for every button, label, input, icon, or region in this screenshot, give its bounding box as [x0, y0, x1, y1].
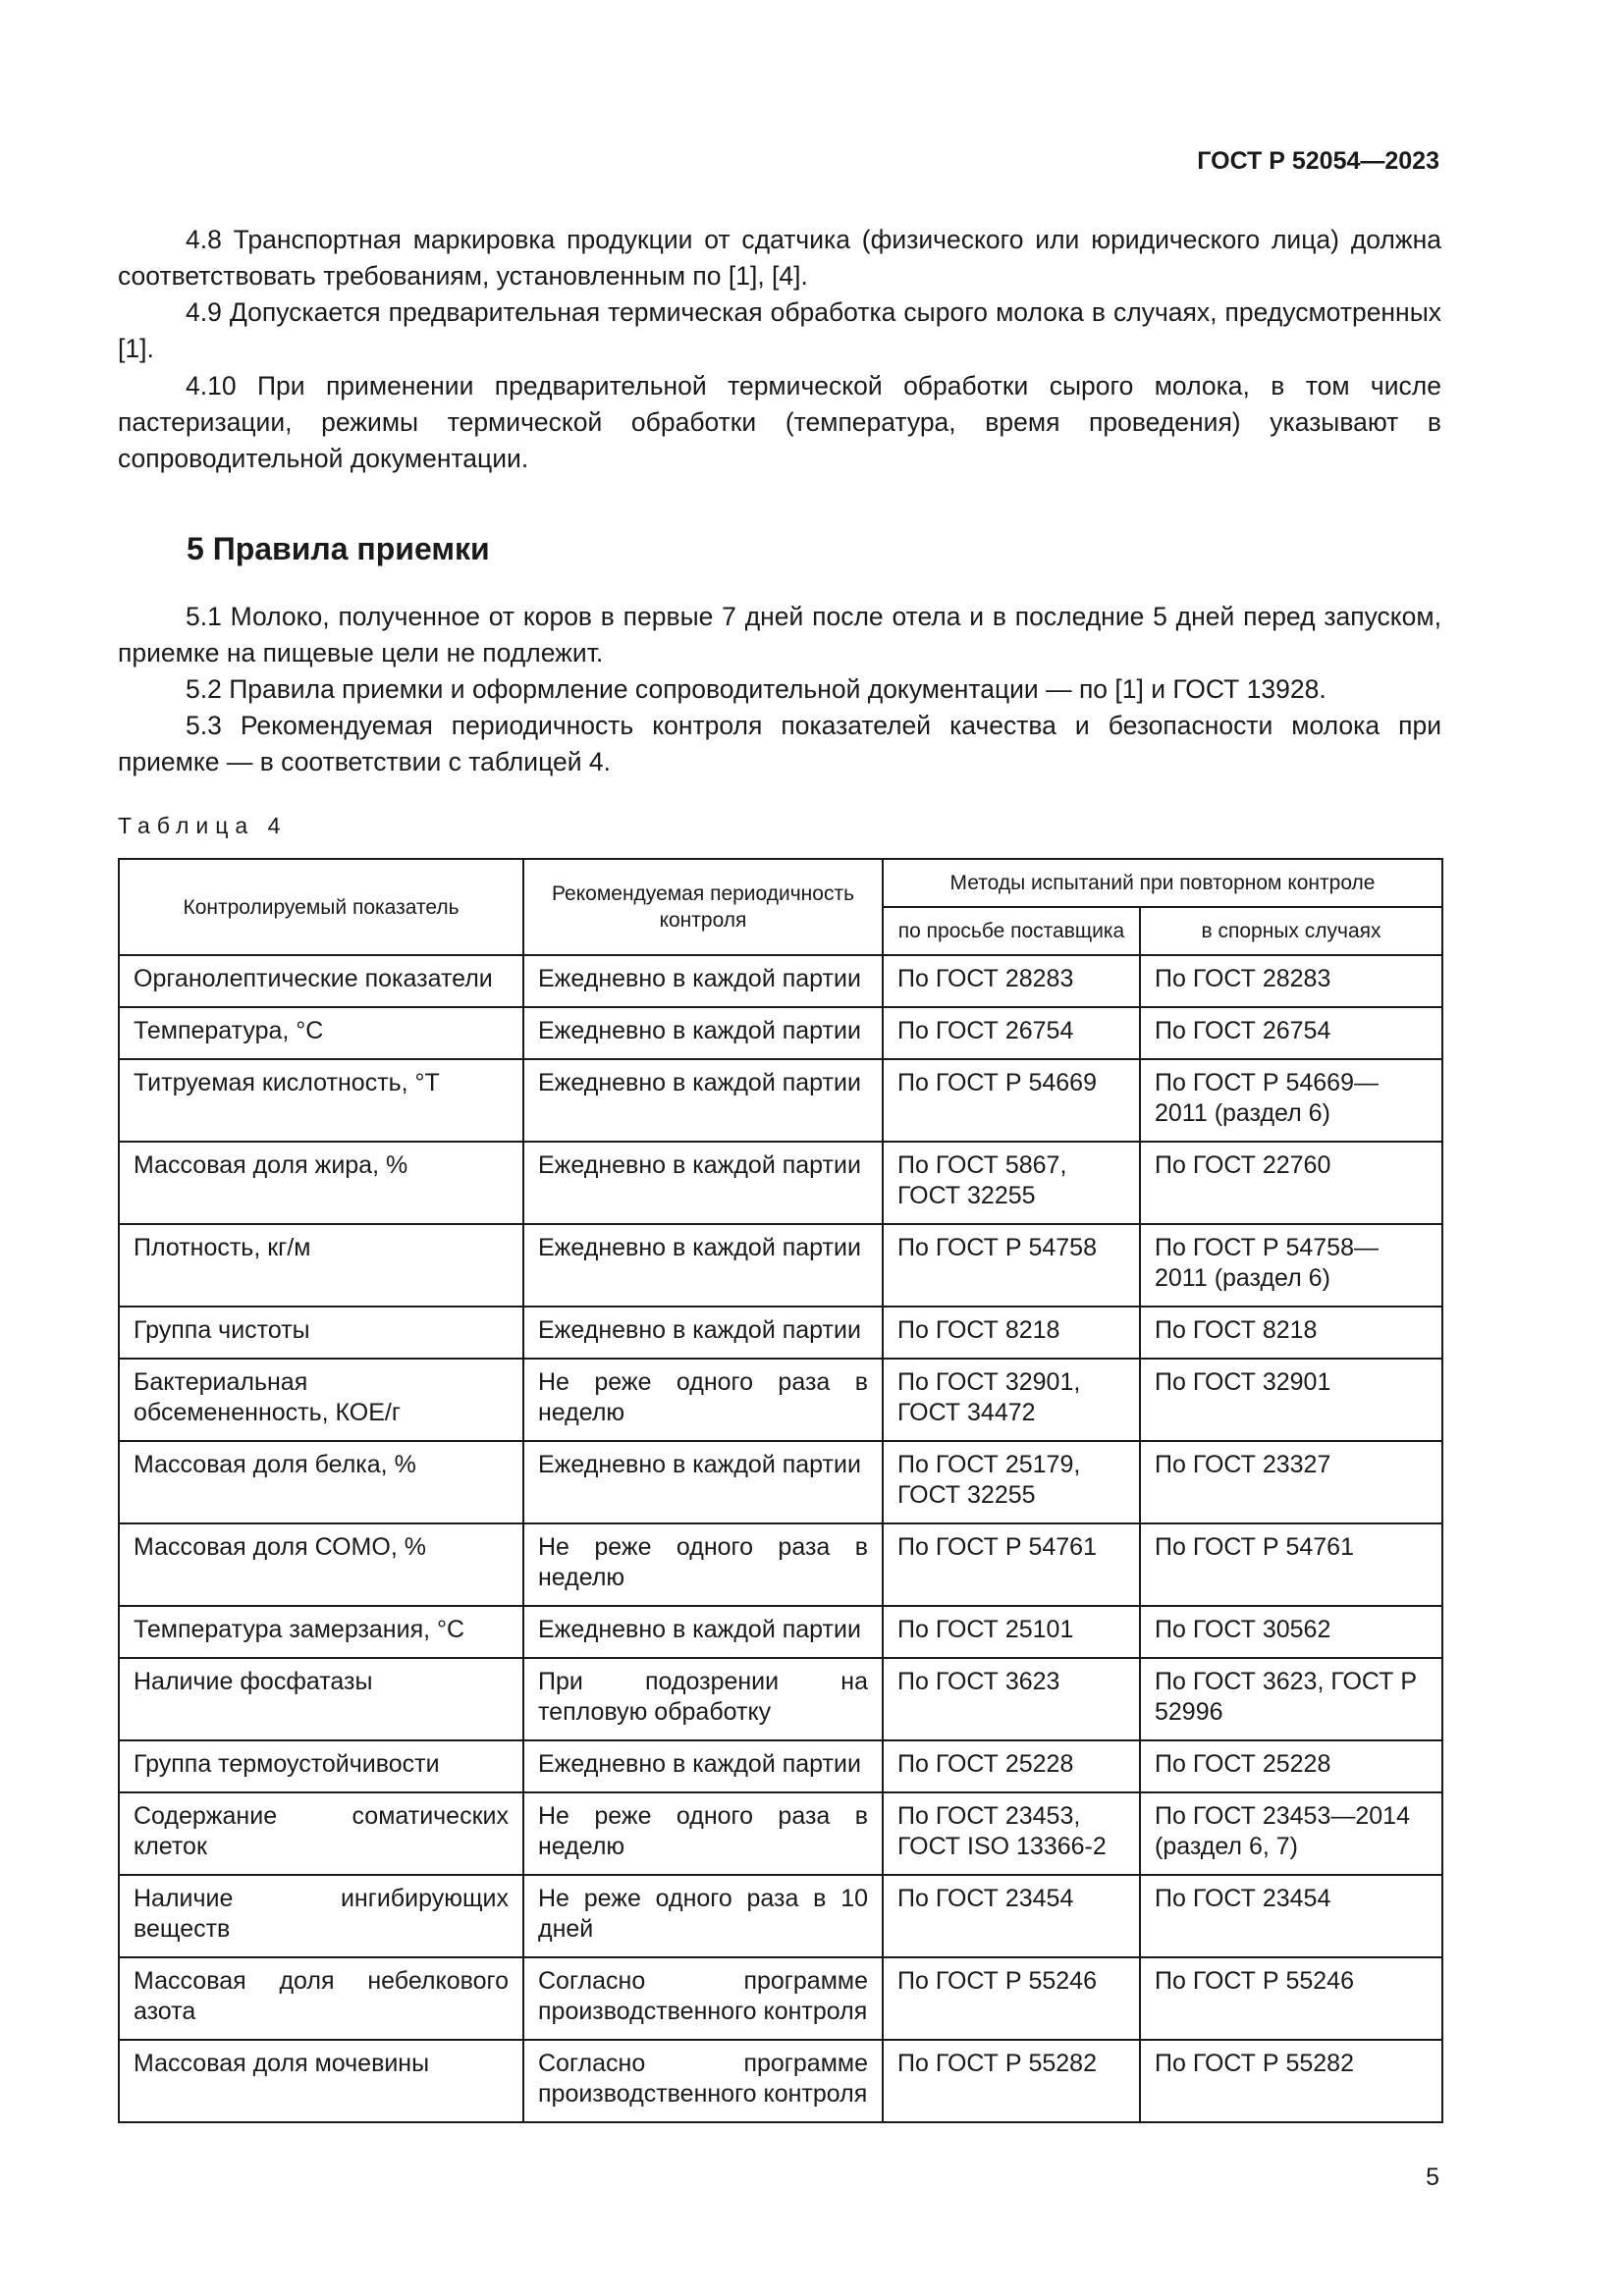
acceptance-table: [118, 858, 1443, 2123]
table-row: [119, 1875, 1442, 1957]
cell-frequency: Ежедневно в каждой партии: [523, 1059, 883, 1142]
table-caption: Таблица 4: [118, 813, 288, 838]
cell-frequency: Ежедневно в каждой партии: [523, 1441, 883, 1523]
page-number: 5: [1426, 2163, 1439, 2191]
paragraph-4-10: 4.10 При применении предварительной термической обработки сырого молока, в том числе пастеризации, режимы термической обработки (температура, время проведения) указывают в сопроводительной документации.: [118, 371, 1441, 473]
cell-indicator: Температура, °С: [119, 1007, 523, 1059]
cell-method-supplier: По ГОСТ Р 55246: [883, 1957, 1140, 2040]
paragraph-4-9: 4.9 Допускается предварительная термическая обработка сырого молока в случаях, предусмотренных [1].: [118, 297, 1441, 363]
cell-method-dispute: По ГОСТ 23327: [1140, 1441, 1442, 1523]
table-row: [119, 1658, 1442, 1740]
cell-frequency: При подозрении на тепловую обработку: [523, 1658, 883, 1740]
header-indicator: Контролируемый показатель: [119, 859, 523, 955]
paragraph-5-2: 5.2 Правила приемки и оформление сопроводительной документации — по [1] и ГОСТ 13928.: [186, 674, 1326, 704]
cell-method-supplier: По ГОСТ 26754: [883, 1007, 1140, 1059]
cell-frequency: Не реже одного раза в неделю: [523, 1359, 883, 1441]
cell-method-dispute: По ГОСТ Р 54758—2011 (раздел 6): [1140, 1224, 1442, 1307]
cell-method-dispute: По ГОСТ 23454: [1140, 1875, 1442, 1957]
paragraph-5-1: 5.1 Молоко, полученное от коров в первые 7 дней после отела и в последние 5 дней перед запуском, приемке на пищевые цели не подлежит.: [118, 602, 1441, 667]
cell-indicator: Содержание соматических клеток: [119, 1792, 523, 1875]
cell-method-supplier: По ГОСТ 25179, ГОСТ 32255: [883, 1441, 1140, 1523]
cell-method-supplier: По ГОСТ 25101: [883, 1606, 1140, 1658]
header-methods: Методы испытаний при повторном контроле: [883, 859, 1442, 907]
table-row: [119, 1307, 1442, 1359]
cell-frequency: Ежедневно в каждой партии: [523, 955, 883, 1007]
cell-frequency: Ежедневно в каждой партии: [523, 1740, 883, 1792]
cell-frequency: Согласно программе производственного контроля: [523, 2040, 883, 2122]
cell-method-dispute: По ГОСТ Р 55246: [1140, 1957, 1442, 2040]
cell-method-dispute: По ГОСТ 3623, ГОСТ Р 52996: [1140, 1658, 1442, 1740]
cell-indicator: Группа чистоты: [119, 1307, 523, 1359]
cell-indicator: Наличие ингибирующих веществ: [119, 1875, 523, 1957]
cell-method-supplier: По ГОСТ Р 54669: [883, 1059, 1140, 1142]
cell-method-supplier: По ГОСТ 8218: [883, 1307, 1140, 1359]
cell-method-supplier: По ГОСТ Р 55282: [883, 2040, 1140, 2122]
cell-indicator: Органолептические показатели: [119, 955, 523, 1007]
cell-method-supplier: По ГОСТ 3623: [883, 1658, 1140, 1740]
paragraph-4-8: 4.8 Транспортная маркировка продукции от сдатчика (физического или юридического лица) должна соответствовать требованиям, установленным по [1], [4].: [118, 225, 1441, 291]
cell-method-dispute: По ГОСТ 25228: [1140, 1740, 1442, 1792]
cell-indicator: Массовая доля СОМО, %: [119, 1523, 523, 1606]
header-frequency: Рекомендуемая периодичность контроля: [523, 859, 883, 955]
cell-indicator: Массовая доля жира, %: [119, 1142, 523, 1224]
cell-method-dispute: По ГОСТ 22760: [1140, 1142, 1442, 1224]
cell-method-supplier: По ГОСТ Р 54758: [883, 1224, 1140, 1307]
paragraph-5-3: 5.3 Рекомендуемая периодичность контроля показателей качества и безопасности молока при приемке — в соответствии с таблицей 4.: [118, 711, 1441, 776]
cell-method-supplier: По ГОСТ 23453, ГОСТ ISO 13366-2: [883, 1792, 1140, 1875]
cell-frequency: Не реже одного раза в неделю: [523, 1792, 883, 1875]
table-row: [119, 1142, 1442, 1224]
cell-frequency: Ежедневно в каждой партии: [523, 1224, 883, 1307]
cell-indicator: Массовая доля мочевины: [119, 2040, 523, 2122]
table-header-row: [119, 859, 1442, 907]
cell-method-supplier: По ГОСТ 25228: [883, 1740, 1140, 1792]
cell-method-dispute: По ГОСТ Р 54761: [1140, 1523, 1442, 1606]
document-code: ГОСТ Р 52054—2023: [1197, 147, 1439, 175]
cell-indicator: Плотность, кг/м: [119, 1224, 523, 1307]
cell-method-dispute: По ГОСТ 8218: [1140, 1307, 1442, 1359]
cell-frequency: Не реже одного раза в 10 дней: [523, 1875, 883, 1957]
cell-method-dispute: По ГОСТ 32901: [1140, 1359, 1442, 1441]
cell-frequency: Не реже одного раза в неделю: [523, 1523, 883, 1606]
table-row: [119, 1740, 1442, 1792]
cell-frequency: Ежедневно в каждой партии: [523, 1142, 883, 1224]
cell-method-dispute: По ГОСТ 23453—2014 (раздел 6, 7): [1140, 1792, 1442, 1875]
table-row: [119, 1224, 1442, 1307]
cell-frequency: Ежедневно в каждой партии: [523, 1606, 883, 1658]
cell-indicator: Наличие фосфатазы: [119, 1658, 523, 1740]
cell-method-supplier: По ГОСТ 28283: [883, 955, 1140, 1007]
cell-indicator: Массовая доля белка, %: [119, 1441, 523, 1523]
cell-method-supplier: По ГОСТ 23454: [883, 1875, 1140, 1957]
cell-method-supplier: По ГОСТ 5867, ГОСТ 32255: [883, 1142, 1140, 1224]
cell-method-dispute: По ГОСТ 26754: [1140, 1007, 1442, 1059]
table-row: [119, 1441, 1442, 1523]
table-row: [119, 1606, 1442, 1658]
section-heading: 5 Правила приемки: [187, 531, 490, 566]
header-disputes: в спорных случаях: [1140, 907, 1442, 955]
cell-indicator: Группа термоустойчивости: [119, 1740, 523, 1792]
table-row: [119, 955, 1442, 1007]
cell-method-supplier: По ГОСТ 32901, ГОСТ 34472: [883, 1359, 1140, 1441]
cell-method-dispute: По ГОСТ 28283: [1140, 955, 1442, 1007]
table-row: [119, 1359, 1442, 1441]
cell-indicator: Титруемая кислотность, °Т: [119, 1059, 523, 1142]
header-by-supplier: по просьбе поставщика: [883, 907, 1140, 955]
cell-indicator: Температура замерзания, °С: [119, 1606, 523, 1658]
cell-frequency: Ежедневно в каждой партии: [523, 1007, 883, 1059]
cell-frequency: Согласно программе производственного контроля: [523, 1957, 883, 2040]
cell-method-dispute: По ГОСТ Р 54669—2011 (раздел 6): [1140, 1059, 1442, 1142]
table-row: [119, 1523, 1442, 1606]
cell-method-dispute: По ГОСТ 30562: [1140, 1606, 1442, 1658]
table-row: [119, 1792, 1442, 1875]
table-row: [119, 1007, 1442, 1059]
cell-frequency: Ежедневно в каждой партии: [523, 1307, 883, 1359]
cell-indicator: Бактериальная обсемененность, КОЕ/г: [119, 1359, 523, 1441]
cell-method-dispute: По ГОСТ Р 55282: [1140, 2040, 1442, 2122]
table-row: [119, 1059, 1442, 1142]
table-row: [119, 2040, 1442, 2122]
cell-method-supplier: По ГОСТ Р 54761: [883, 1523, 1140, 1606]
table-row: [119, 1957, 1442, 2040]
cell-indicator: Массовая доля небелкового азота: [119, 1957, 523, 2040]
